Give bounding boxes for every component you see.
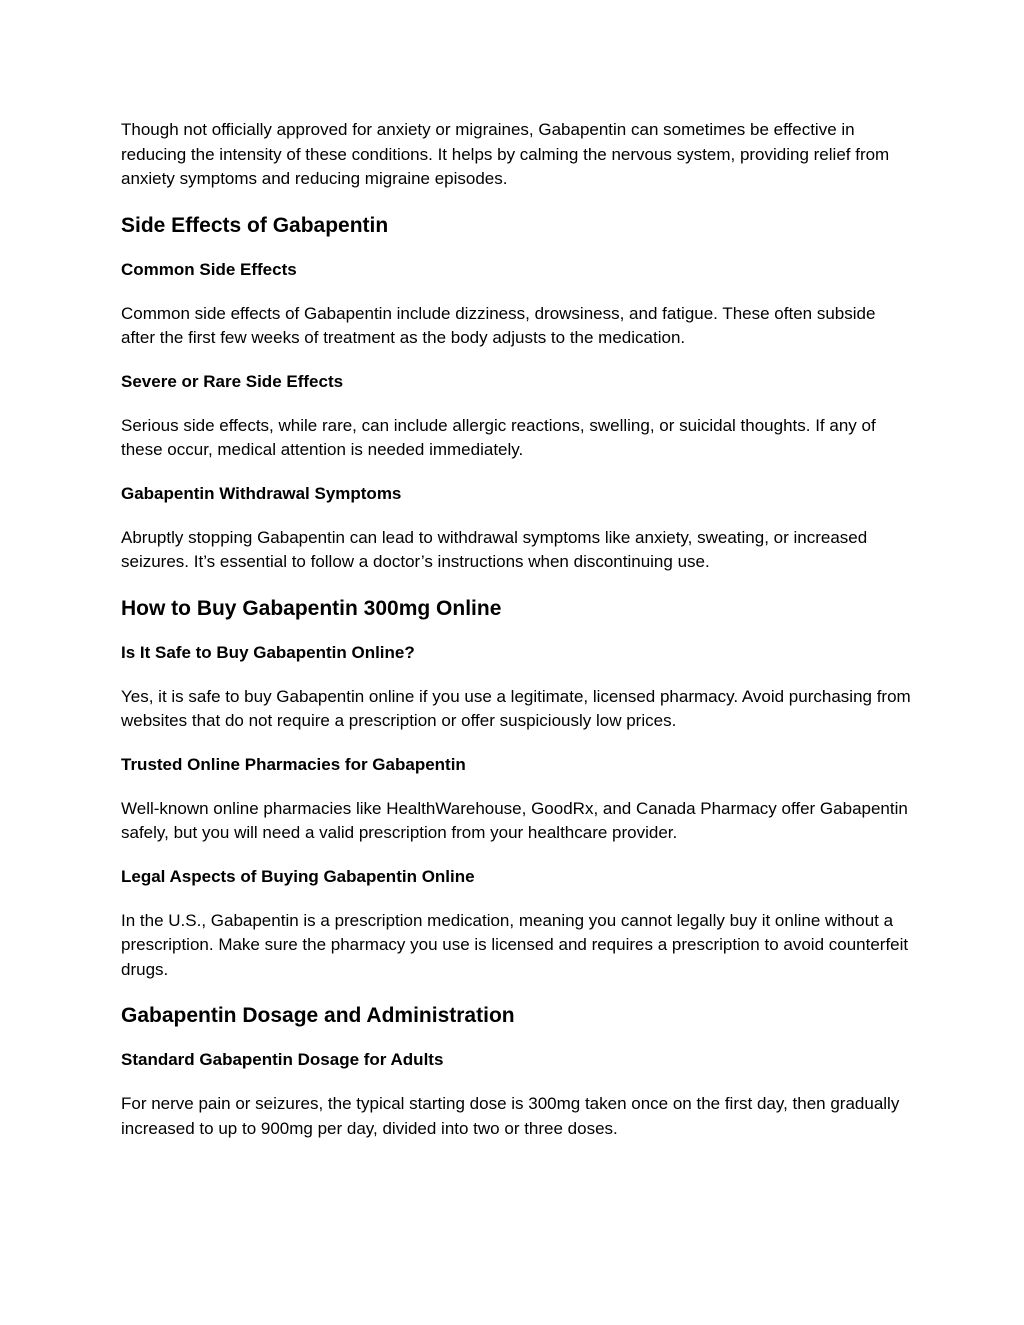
intro-paragraph: Though not officially approved for anxiety or migraines, Gabapentin can sometimes be effective in reducing the intensity of these conditions. It helps by calming the nervous system, providing relief from anxiety symptoms and reducing migraine episodes. xyxy=(121,120,890,188)
subheading-severe-side-effects: Severe or Rare Side Effects xyxy=(121,371,344,391)
subheading-trusted-pharmacies: Trusted Online Pharmacies for Gabapentin xyxy=(121,754,466,774)
section-heading-side-effects: Side Effects of Gabapentin xyxy=(121,213,389,237)
paragraph-trusted-pharmacies: Well-known online pharmacies like HealthWarehouse, GoodRx, and Canada Pharmacy offer Gabapentin safely, but you will need a valid prescription from your healthcare provider. xyxy=(121,798,908,842)
subheading-legal-aspects: Legal Aspects of Buying Gabapentin Online xyxy=(121,866,475,886)
subheading-common-side-effects: Common Side Effects xyxy=(121,259,297,279)
paragraph-legal-aspects: In the U.S., Gabapentin is a prescription medication, meaning you cannot legally buy it online without a prescription. Make sure the pharmacy you use is licensed and requires a prescription to avoid counterfeit drugs. xyxy=(121,910,909,979)
document-page xyxy=(121,118,911,1141)
section-heading-buy-online: How to Buy Gabapentin 300mg Online xyxy=(121,596,502,620)
paragraph-standard-dosage: For nerve pain or seizures, the typical starting dose is 300mg taken once on the first day, then gradually increased to up to 900mg per day, divided into two or three doses. xyxy=(121,1094,900,1138)
subheading-withdrawal-symptoms: Gabapentin Withdrawal Symptoms xyxy=(121,483,402,503)
paragraph-withdrawal-symptoms: Abruptly stopping Gabapentin can lead to withdrawal symptoms like anxiety, sweating, or increased seizures. It’s essential to follow a doctor’s instructions when discontinuing use. xyxy=(121,527,868,571)
subheading-safe-to-buy: Is It Safe to Buy Gabapentin Online? xyxy=(121,642,415,662)
paragraph-safe-to-buy: Yes, it is safe to buy Gabapentin online if you use a legitimate, licensed pharmacy. Avoid purchasing from websites that do not require a prescription or offer suspiciously low prices. xyxy=(121,686,911,730)
section-heading-dosage: Gabapentin Dosage and Administration xyxy=(121,1004,515,1027)
paragraph-severe-side-effects: Serious side effects, while rare, can include allergic reactions, swelling, or suicidal thoughts. If any of these occur, medical attention is needed immediately. xyxy=(121,415,876,459)
subheading-standard-dosage: Standard Gabapentin Dosage for Adults xyxy=(121,1050,444,1069)
paragraph-common-side-effects: Common side effects of Gabapentin include dizziness, drowsiness, and fatigue. These often subside after the first few weeks of treatment as the body adjusts to the medication. xyxy=(121,303,876,347)
